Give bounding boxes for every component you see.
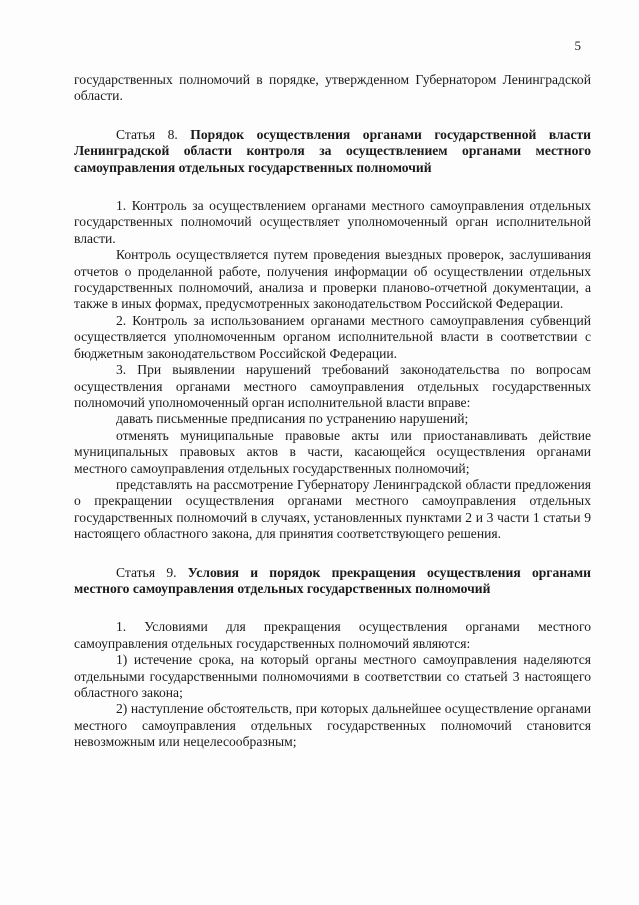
document-body: [74, 72, 591, 751]
article-9-paragraph: 1. Условиями для прекращения осуществления органами местного самоуправления отдельных государственных полномочий являются:: [74, 619, 591, 651]
article-9-paragraph: 1) истечение срока, на который органы местного самоуправления наделяются отдельными государственными полномочиями в соответствии со статьей 3 настоящего областного закона;: [74, 652, 591, 700]
article-9-heading: [74, 565, 591, 598]
article-9-paragraph: 2) наступление обстоятельств, при которых дальнейшее осуществление органами местного самоуправления отдельных государственных полномочий становится невозможным или нецелесообразным;: [74, 701, 591, 750]
article-9-title: Условия и порядок прекращения осуществления органами местного самоуправления отдельных государственных полномочий: [74, 564, 591, 596]
article-8-paragraph: 3. При выявлении нарушений требований законодательства по вопросам осуществления органами местного самоуправления отдельных государственных полномочий уполномоченный орган исполнительной власти вправе:: [74, 362, 591, 410]
article-8-label: Статья 8.: [116, 126, 178, 142]
article-8-paragraph: представлять на рассмотрение Губернатору Ленинградской области предложения о прекращении осуществления органами местного самоуправления отдельных государственных полномочий в случаях, установленных пунктами 2 и 3 части 1 статьи 9 настоящего областного закона, для принятия соответствующего решения.: [74, 476, 591, 542]
page-number: 5: [574, 38, 581, 53]
lead-paragraph: государственных полномочий в порядке, утвержденном Губернатором Ленинградской области.: [74, 72, 591, 104]
article-8-paragraph: 2. Контроль за использованием органами местного самоуправления субвенций осуществляется уполномоченным органом исполнительной власти в соответствии с бюджетным законодательством Российской Федерации.: [74, 312, 591, 361]
article-8-paragraph: отменять муниципальные правовые акты или приостанавливать действие муниципальных правовых актов в части, касающейся осуществления органами местного самоуправления отдельных государственных полномочий;: [74, 427, 591, 476]
article-8-paragraph: давать письменные предписания по устранению нарушений;: [116, 411, 469, 427]
article-8-paragraph: Контроль осуществляется путем проведения выездных проверок, заслушивания отчетов о проделанной работе, получения информации об осуществлении отдельных государственных полномочий, анализа и проверки планово-отчетной документации, а также в иных формах, предусмотренных законодательством Российской Федерации.: [74, 247, 591, 312]
article-8-paragraph: 1. Контроль за осуществлением органами местного самоуправления отдельных государственных полномочий осуществляет уполномоченный орган исполнительной власти.: [74, 198, 591, 246]
article-9-label: Статья 9.: [116, 564, 177, 580]
article-8-title: Порядок осуществления органами государственной власти Ленинградской области контроля за осуществлением органами местного самоуправления отдельных государственных полномочий: [74, 126, 591, 175]
article-8-heading: [74, 127, 591, 176]
